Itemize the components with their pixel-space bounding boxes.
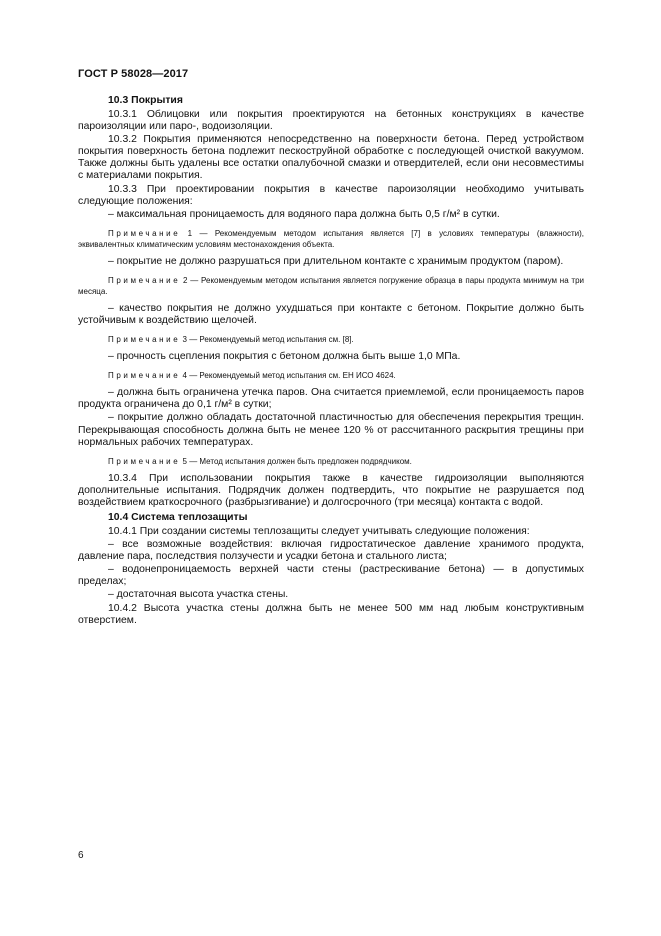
paragraph-10-3-3: 10.3.3 При проектировании покрытия в качестве пароизоляции необходимо учитывать следующие положения:: [78, 183, 584, 207]
document-body: [78, 92, 584, 628]
list-item: – максимальная проницаемость для водяного пара должна быть 0,5 г/м² в сутки.: [108, 208, 500, 220]
list-item: – все возможные воздействия: включая гидростатическое давление хранимого продукта, давление пара, последствия ползучести и усадки бетона и стального листа;: [78, 539, 584, 563]
section-heading-10-3: 10.3 Покрытия: [108, 95, 183, 106]
note-1: [78, 228, 584, 250]
document-header: ГОСТ Р 58028—2017: [78, 68, 189, 80]
paragraph-10-3-4: 10.3.4 При использовании покрытия также в качестве гидроизоляции выполняются дополнительные испытания. Подрядчик должен подтвердить, что покрытие не разрушается под воздействием краткосрочного (разбрызгивание) и долгосрочного (три месяца) контакта с водой.: [78, 472, 584, 508]
note-label: Примечание: [108, 335, 181, 345]
note-label: Примечание: [108, 228, 181, 238]
list-item: – покрытие должно обладать достаточной пластичностью для обеспечения перекрытия трещин. Перекрывающая способность должна быть не менее 120 % от рассчитанного раскрытия трещины при нормальных рабочих температурах.: [78, 412, 584, 448]
list-item: – должна быть ограничена утечка паров. Она считается приемлемой, если проницаемость паров продукта ограничена до 0,1 г/м² в сутки;: [78, 387, 584, 411]
note-3: [78, 334, 584, 345]
note-label: Примечание: [108, 456, 181, 466]
note-text: 3 — Рекомендуемый метод испытания см. [8].: [180, 335, 354, 345]
section-heading-10-4: 10.4 Система теплозащиты: [108, 511, 248, 523]
note-text: 1 — Рекомендуемым методом испытания является [7] в условиях температуры (влажности), эквивалентных климатическим условиям местонахождения объекта.: [78, 228, 584, 249]
list-item: – прочность сцепления покрытия с бетоном должна быть выше 1,0 МПа.: [108, 351, 461, 363]
note-label: Примечание: [108, 275, 181, 285]
note-label: Примечание: [108, 371, 181, 381]
page-number: 6: [78, 850, 84, 861]
paragraph-10-3-1: 10.3.1 Облицовки или покрытия проектируются на бетонных конструкциях в качестве пароизоляции или паро-, водоизоляции.: [78, 109, 584, 133]
list-item: – достаточная высота участка стены.: [108, 589, 289, 601]
note-text: 5 — Метод испытания должен быть предложен подрядчиком.: [180, 456, 412, 466]
list-item: – качество покрытия не должно ухудшаться при контакте с бетоном. Покрытие должно быть устойчивым к воздействию щелочей.: [78, 302, 584, 327]
note-4: [78, 370, 584, 381]
note-5: [78, 456, 584, 467]
note-2: [78, 275, 584, 297]
paragraph-10-4-1: 10.4.1 При создании системы теплозащиты следует учитывать следующие положения:: [108, 525, 530, 537]
list-item: – водонепроницаемость верхней части стены (растрескивание бетона) — в допустимых пределах;: [78, 564, 584, 588]
list-item: – покрытие не должно разрушаться при длительном контакте с хранимым продуктом (паром).: [108, 255, 564, 267]
paragraph-10-3-2: 10.3.2 Покрытия применяются непосредственно на поверхности бетона. Перед устройством покрытия поверхность бетона подлежит пескоструйной обработке с последующей очисткой вакуумом. Также должны быть удалены все остатки опалубочной смазки и отвердителей, если они несовместимы с материалами покрытия.: [78, 134, 584, 182]
note-text: 2 — Рекомендуемым методом испытания является погружение образца в пары продукта минимум на три месяца.: [78, 275, 584, 296]
note-text: 4 — Рекомендуемый метод испытания см. ЕН ИСО 4624.: [180, 371, 396, 381]
paragraph-10-4-2: 10.4.2 Высота участка стены должна быть не менее 500 мм над любым конструктивным отверстием.: [78, 602, 584, 626]
